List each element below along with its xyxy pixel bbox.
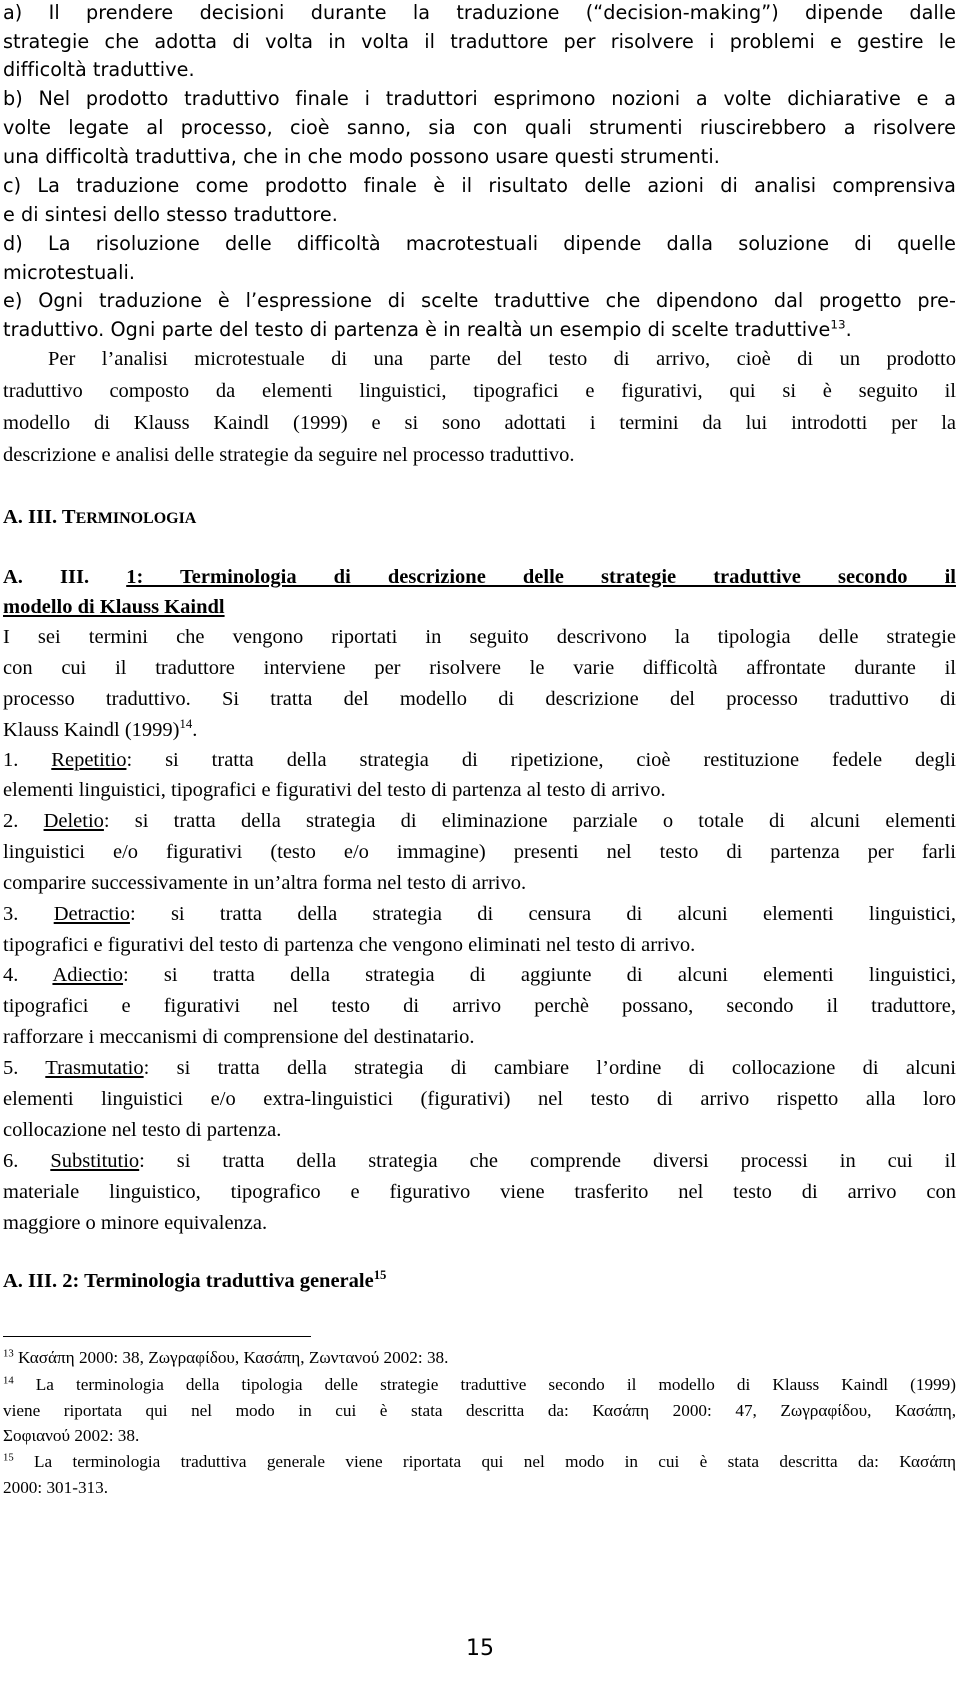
- intro-line1: Per l’analisi microtestuale di una parte del testo di arrivo, cioè di un prodotto: [48, 348, 956, 370]
- sub1-line4-text: Klauss Kaindl (1999): [3, 719, 180, 741]
- strategy-3-line1: [3, 897, 956, 931]
- strategy-6-text: : si tratta della strategia che comprende diversi processi in cui il: [139, 1150, 957, 1172]
- list-item-a-line3: difficoltà traduttive.: [3, 58, 195, 81]
- footnote-separator: [3, 1336, 311, 1337]
- subsection-1-title-line2: [3, 590, 956, 624]
- strategy-3-text: : si tratta della strategia di censura di alcuni elementi linguistici,: [129, 903, 957, 925]
- list-item-d-line1: d) La risoluzione delle difficoltà macrotestuali dipende dalla soluzione di quelle: [3, 232, 956, 255]
- strategy-1-line1: [3, 743, 956, 777]
- footnote-15-text: La terminologia traduttiva generale viene riportata qui nel modo in cui è stata descritta da: Κασάπη: [34, 1452, 956, 1471]
- footnote-13: [3, 1345, 956, 1371]
- page-number: 15: [466, 1636, 494, 1661]
- list-item-c-line1: c) La traduzione come prodotto finale è il risultato delle azioni di analisi comprensiva: [3, 174, 956, 197]
- footnote-ref-15: 15: [373, 1268, 387, 1283]
- subsection-1-title-b: modello di Klauss Kaindl: [3, 596, 225, 618]
- list-item-b-line3: una difficoltà traduttiva, che in che modo possono usare questi strumenti.: [3, 145, 720, 168]
- strategy-1-number: 1.: [3, 749, 52, 771]
- section-heading-initial: T: [61, 506, 76, 528]
- list-item-c-line2: e di sintesi dello stesso traduttore.: [3, 203, 338, 226]
- strategy-3-number: 3.: [3, 903, 54, 925]
- footnote-14-line3: Σοφιανού 2002: 38.: [3, 1426, 140, 1445]
- intro-line3: modello di Klauss Kaindl (1999) e si sono adottati i termini da lui introdotti per la: [3, 412, 956, 434]
- sub1-line2: con cui il traduttore interviene per risolvere le varie difficoltà affrontate durante il: [3, 657, 956, 679]
- strategy-5-line2: elementi linguistici e/o extra-linguistici (figurativi) nel testo di arrivo rispetto alla loro: [3, 1088, 956, 1110]
- strategy-6-term: Substitutio: [50, 1150, 140, 1172]
- subsection-2-title: [3, 1264, 956, 1298]
- footnote-ref-13: 13: [830, 317, 846, 332]
- subsection-1-title-line1: [3, 560, 956, 594]
- footnote-13-text: Κασάπη 2000: 38, Ζωγραφίδου, Κασάπη, Ζωντανού 2002: 38.: [17, 1348, 449, 1367]
- strategy-5-term: Trasmutatio: [45, 1057, 144, 1079]
- sub1-line1: I sei termini che vengono riportati in seguito descrivono la tipologia delle strategie: [3, 626, 956, 648]
- footnote-15-number: 15: [3, 1452, 14, 1464]
- strategy-6-line1: [3, 1144, 956, 1178]
- subsection-1-prefix: A. III.: [3, 566, 127, 588]
- strategy-5-number: 5.: [3, 1057, 46, 1079]
- list-item-e-text: traduttivo. Ogni parte del testo di partenza è in realtà un esempio di scelte traduttive: [3, 318, 831, 341]
- strategy-6-line2: materiale linguistico, tipografico e figurativo viene trasferito nel testo di arrivo con: [3, 1181, 956, 1203]
- footnote-14-line2: viene riportata qui nel modo in cui è stata descritta da: Κασάπη 2000: 47, Ζωγραφίδου, Κασάπη,: [3, 1401, 956, 1420]
- strategy-4-line1: [3, 958, 956, 992]
- strategy-3-term: Detractio: [53, 903, 130, 925]
- strategy-2-line1: [3, 804, 956, 838]
- section-heading: [3, 500, 956, 534]
- strategy-4-line3: rafforzare i meccanismi di comprensione del destinatario.: [3, 1026, 475, 1048]
- footnote-14-line1: [3, 1372, 956, 1398]
- section-heading-rest: ERMINOLOGIA: [75, 510, 197, 527]
- footnote-14-number: 14: [3, 1375, 14, 1387]
- strategy-4-number: 4.: [3, 964, 53, 986]
- subsection-1-title-a: 1: Terminologia di descrizione delle strategie traduttive secondo il: [126, 566, 956, 588]
- subsection-2-title-text: A. III. 2: Terminologia traduttiva generale: [3, 1270, 374, 1292]
- strategy-6-line3: maggiore o minore equivalenza.: [3, 1212, 268, 1234]
- strategy-1-term: Repetitio: [51, 749, 127, 771]
- strategy-2-line2: linguistici e/o figurativi (testo e/o immagine) presenti nel testo di partenza per farli: [3, 841, 956, 863]
- strategy-4-text: : si tratta della strategia di aggiunte di alcuni elementi linguistici,: [123, 964, 956, 986]
- footnote-13-number: 13: [3, 1348, 14, 1360]
- sub1-line3: processo traduttivo. Si tratta del modello di descrizione del processo traduttivo di: [3, 688, 956, 710]
- sub1-line4: [3, 713, 956, 747]
- list-item-a-line1: a) Il prendere decisioni durante la traduzione (“decision-making”) dipende dalle: [3, 1, 956, 24]
- intro-line4: descrizione e analisi delle strategie da seguire nel processo traduttivo.: [3, 444, 575, 466]
- strategy-2-line3: comparire successivamente in un’altra forma nel testo di arrivo.: [3, 872, 527, 894]
- strategy-2-text: : si tratta della strategia di eliminazione parziale o totale di alcuni elementi: [103, 810, 956, 832]
- list-item-e-line1: e) Ogni traduzione è l’espressione di scelte traduttive che dipendono dal progetto pre-: [3, 289, 956, 312]
- strategy-2-number: 2.: [3, 810, 44, 832]
- intro-line2: traduttivo composto da elementi linguistici, tipografici e figurativi, qui si è seguito il: [3, 380, 956, 402]
- strategy-3-line2: tipografici e figurativi del testo di partenza che vengono eliminati nel testo di arrivo.: [3, 934, 696, 956]
- list-item-b-line1: b) Nel prodotto traduttivo finale i traduttori esprimono nozioni a volte dichiarative e a: [3, 87, 956, 110]
- strategy-1-line2: elementi linguistici, tipografici e figurativi del testo di partenza al testo di arrivo.: [3, 779, 666, 801]
- list-item-b-line2: volte legate al processo, cioè sanno, sia con quali strumenti riuscirebbero a risolvere: [3, 116, 956, 139]
- section-heading-prefix: A. III.: [3, 506, 62, 528]
- strategy-4-line2: tipografici e figurativi nel testo di arrivo perchè possano, secondo il traduttore,: [3, 995, 956, 1017]
- list-item-d-line2: microtestuali.: [3, 261, 136, 284]
- footnote-ref-14: 14: [179, 717, 193, 732]
- strategy-5-line3: collocazione nel testo di partenza.: [3, 1119, 282, 1141]
- strategy-1-text: : si tratta della strategia di ripetizione, cioè restituzione fedele degli: [126, 749, 956, 771]
- strategy-2-term: Deletio: [43, 810, 104, 832]
- footnote-15-line2: 2000: 301-313.: [3, 1478, 109, 1497]
- footnote-14-text: La terminologia della tipologia delle strategie traduttive secondo il modello di Klauss Kaindl (1999): [35, 1375, 956, 1394]
- sub1-end: .: [192, 719, 198, 741]
- strategy-4-term: Adiectio: [52, 964, 124, 986]
- list-item-e-end: .: [845, 318, 852, 341]
- strategy-5-text: : si tratta della strategia di cambiare l’ordine di collocazione di alcuni: [143, 1057, 956, 1079]
- strategy-6-number: 6.: [3, 1150, 51, 1172]
- strategy-5-line1: [3, 1051, 956, 1085]
- footnote-15-line1: [3, 1449, 956, 1475]
- list-item-a-line2: strategie che adotta di volta in volta il traduttore per risolvere i problemi e gestire le: [3, 30, 956, 53]
